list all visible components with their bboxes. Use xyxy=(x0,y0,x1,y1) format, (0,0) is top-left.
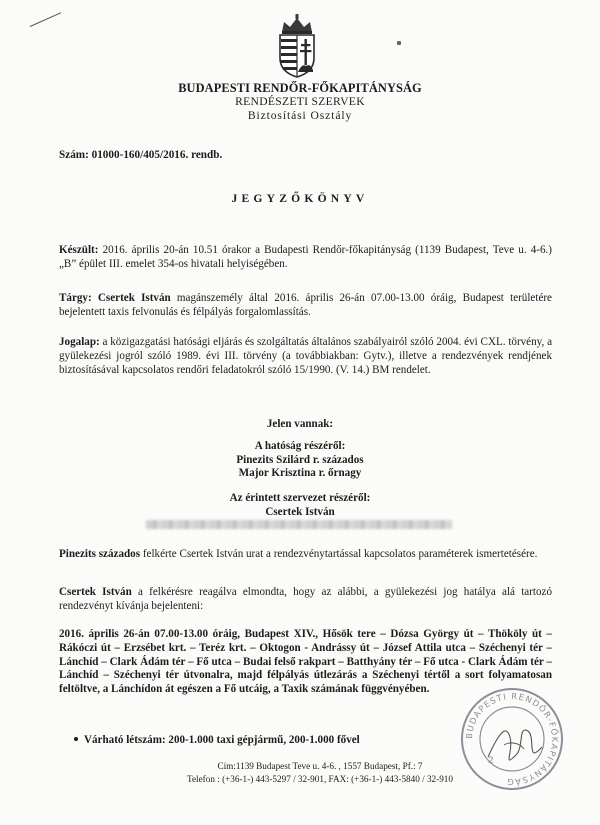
subject-paragraph xyxy=(59,292,552,320)
authority-member: Major Krisztina r. őrnagy xyxy=(238,467,362,479)
footer-address: Cím:1139 Budapest Teve u. 4-6. , 1557 Budapest, Pf.: 7 xyxy=(217,761,423,771)
organization-member: Csertek István xyxy=(265,505,335,518)
stamp-text: BUDAPESTI RENDŐR-FŐKAPITÁNYSÁG xyxy=(463,690,561,788)
prepared-text: 2016. április 20-án 10.51 órakor a Budapesti Rendőr-főkapitányság (1139 Budapest, Teve u. 4-6.) „B” épület III. emelet 354-os hivatali helyiségében. xyxy=(59,244,552,270)
organization-block xyxy=(0,492,600,519)
legal-basis-paragraph xyxy=(59,336,552,377)
authority-heading: A hatóság részéről: xyxy=(254,440,346,452)
prepared-label: Készült: xyxy=(59,244,99,256)
stamp-number: 2 xyxy=(488,756,494,766)
present-heading: Jelen vannak: xyxy=(266,418,334,430)
organization-name: BUDAPESTI RENDŐR-FŐKAPITÁNYSÁG xyxy=(178,81,422,95)
authority-block xyxy=(0,440,600,481)
page-mark xyxy=(397,41,401,45)
subject-text: magánszemély által 2016. április 26-án 07.00-13.00 óráig, Budapest területére bejelentett taxis felvonulás és félpályás forgalomlassítás. xyxy=(59,292,552,318)
letterhead xyxy=(0,81,600,123)
route-paragraph: 2016. április 26-án 07.00-13.00 óráig, Budapest XIV., Hősök tere – Dózsa György út – Thököly út – Rákóczi út – Erzsébet krt. – Teréz krt. – Oktogon - Andrássy út – József Attila utca – Széchenyi tér – Lánchíd – Clark Ádám tér – Fő utca – Budai felső rakpart – Batthyány tér – Fő utca - Clark Ádám tér – Lánchíd – Széchenyi tér útvonalra, majd félpályás útlezárás a Széchenyi tértől a sort folyamatosan feltöltve, a Lánchídon át egészen a Fő utcáig, a Taxik számának függvényében. xyxy=(59,628,552,696)
legal-basis-label: Jogalap: xyxy=(59,336,100,348)
response-text: a felkérésre reagálva elmondta, hogy az alábbi, a gyülekezési jog hatálya alá tartozó rendezvényt kívánja bejelenteni: xyxy=(59,586,552,612)
organization-heading: Az érintett szervezet részéről: xyxy=(229,492,371,504)
response-name: Csertek István xyxy=(59,586,132,598)
department-name: Biztosítási Osztály xyxy=(247,109,353,122)
official-stamp xyxy=(458,685,566,793)
subject-name: Csertek István xyxy=(97,292,171,304)
footer-phones: Telefon : (+36-1-) 443-5297 / 32-901, FAX: (+36-1-) 443-5840 / 32-910 xyxy=(187,774,453,784)
stamp-seal-icon xyxy=(458,685,566,793)
legal-basis-text: a közigazgatási hatósági eljárás és szolgáltatás általános szabályairól szóló 2004. évi CXL. törvény, a gyülekezési jogról szóló 1989. évi III. törvény (a továbbiakban: Gytv.), illetve a rendezvények rendjének biztosításával kapcsolatos rendőri feladatokról szóló 15/1990. (V. 14.) BM rendelet. xyxy=(59,336,552,376)
coat-of-arms-icon xyxy=(272,14,322,78)
request-name: Pinezits százados xyxy=(59,548,141,560)
authority-member: Pinezits Szilárd r. százados xyxy=(236,453,364,466)
expected-attendance-text: Várható létszám: 200-1.000 taxi gépjármű, 200-1.000 fővel xyxy=(84,734,360,746)
request-paragraph xyxy=(59,548,552,562)
division-name: RENDÉSZETI SZERVEK xyxy=(235,95,365,108)
subject-label: Tárgy: xyxy=(59,292,92,304)
pen-mark xyxy=(30,12,61,27)
bullet-icon xyxy=(74,737,78,741)
svg-text:BUDAPESTI RENDŐR-FŐKAPITÁNYSÁG xyxy=(464,691,560,788)
request-text: felkérte Csertek István urat a rendezvénytartással kapcsolatos paraméterek ismertetésére. xyxy=(140,548,538,560)
expected-attendance xyxy=(74,734,360,746)
response-paragraph xyxy=(59,586,552,614)
document-title: JEGYZŐKÖNYV xyxy=(231,192,369,205)
prepared-paragraph xyxy=(59,244,552,272)
redacted-personal-data xyxy=(146,520,452,529)
reference-number: Szám: 01000-160/405/2016. rendb. xyxy=(59,149,223,161)
